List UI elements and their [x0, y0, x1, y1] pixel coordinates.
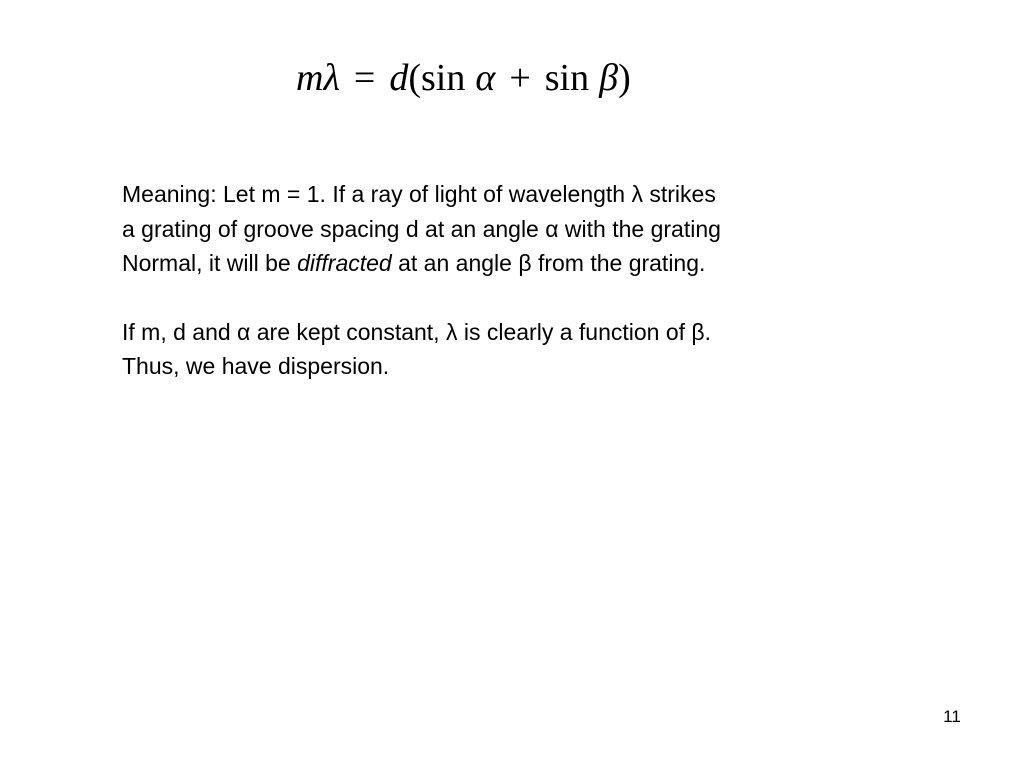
- eq-sin-1: sin: [421, 57, 466, 99]
- eq-plus: +: [509, 57, 531, 99]
- paragraph-2-line-1: If m, d and α are kept constant, λ is clearly a function of β.: [122, 318, 712, 345]
- paragraph-1-line-3: [122, 246, 902, 281]
- line-3-prefix: Normal, it will be: [122, 250, 298, 276]
- paragraph-1-line-1: Meaning: Let m = 1. If a ray of light of wavelength λ strikes: [122, 181, 716, 207]
- eq-equals: =: [353, 57, 376, 99]
- body-text: [122, 177, 902, 384]
- eq-m: m: [296, 57, 324, 99]
- eq-d: d: [389, 57, 409, 99]
- grating-equation: [296, 52, 631, 104]
- paragraph-1-line-2: a grating of groove spacing d at an angle α with the grating: [122, 215, 721, 242]
- emphasis-diffracted: diffracted: [297, 250, 392, 276]
- paragraph-2-line-2: Thus, we have dispersion.: [122, 353, 390, 379]
- page-number: 11: [943, 707, 961, 726]
- line-3-suffix: at an angle β from the grating.: [391, 250, 706, 276]
- eq-beta: β: [599, 57, 619, 99]
- eq-lambda: λ: [323, 57, 340, 99]
- eq-alpha: α: [475, 57, 496, 99]
- eq-close-paren: ): [618, 57, 631, 99]
- eq-sin-2: sin: [544, 57, 590, 99]
- eq-open-paren: (: [408, 57, 422, 99]
